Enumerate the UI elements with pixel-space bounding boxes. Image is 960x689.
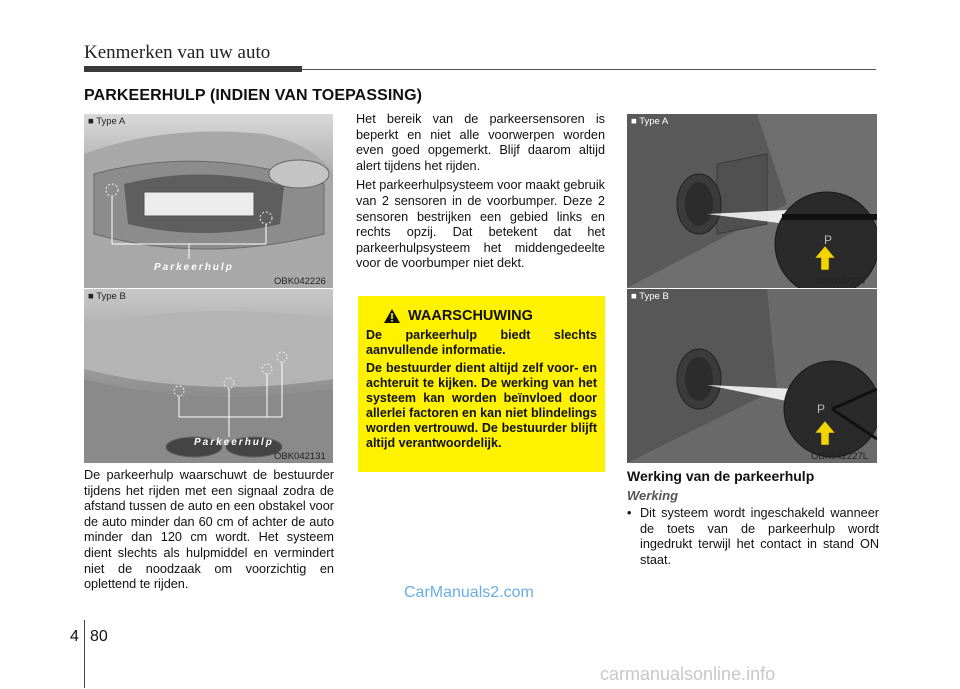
chapter-number: 4 xyxy=(70,628,79,645)
figure-code: OBK042227 xyxy=(815,276,867,287)
site-footer-link[interactable]: carmanualsonline.info xyxy=(600,664,776,684)
switch-type-b-figure xyxy=(627,289,877,463)
figure-code: OBK042131 xyxy=(274,451,326,462)
middle-column-text xyxy=(356,112,605,276)
switch-type-a-figure xyxy=(627,114,877,288)
range-paragraph: Het bereik van de parkeersensoren is beperkt en niet alle voorwerpen worden even goed opgemerkt. Blijf daarom altijd alert tijdens het rijden. xyxy=(356,112,605,173)
operation-bullet xyxy=(627,506,879,568)
watermark-link[interactable]: CarManuals2.com xyxy=(404,584,534,601)
warning-text-1: De parkeerhulp biedt slechts aanvullende informatie. xyxy=(366,328,597,357)
rear-figure-caption: Parkeerhulp xyxy=(194,437,274,448)
operation-bullet-text: Dit systeem wordt ingeschakeld wanneer de toets van de parkeerhulp wordt ingedrukt terwijl het contact in stand ON staat. xyxy=(640,506,879,567)
svg-text:P: P xyxy=(817,402,826,416)
type-b-label: ■ Type B xyxy=(88,291,126,302)
sensor-paragraph: Het parkeerhulpsysteem voor maakt gebruik van 2 sensoren in de voorbumper. Deze 2 sensoren bestrijken een gebied links en rechts opzij. Dat betekent dat het parkeerhulpsysteem het middengedeelte voor de voorbumper niet dekt. xyxy=(356,178,605,271)
chapter-title: Kenmerken van uw auto xyxy=(84,42,271,63)
warning-box xyxy=(358,296,605,472)
type-a-label: ■ Type A xyxy=(631,116,669,127)
page-number-divider xyxy=(84,620,85,688)
intro-paragraph: De parkeerhulp waarschuwt de bestuurder tijdens het rijden met een signaal zodra de afstand tussen de auto en een obstakel voor de auto minder dan 60 cm of achter de auto minder dan 120 cm wordt. Het systeem dient slechts als hulpmiddel en vermindert niet de noodzaak om voorzichtig en oplettend te rijden. xyxy=(84,468,334,592)
header-rule xyxy=(302,69,876,70)
parking-assist-switch-a-illustration xyxy=(627,114,877,288)
left-column-text xyxy=(84,468,334,597)
front-sensor-figure xyxy=(84,114,333,288)
svg-text:P: P xyxy=(824,233,833,247)
page-number: 80 xyxy=(90,628,108,645)
figure-code: OBK042227L xyxy=(811,451,869,462)
warning-title xyxy=(366,308,597,324)
warning-title-text: WAARSCHUWING xyxy=(408,308,533,324)
operation-subheading: Werking xyxy=(627,488,679,503)
operation-heading: Werking van de parkeerhulp xyxy=(627,468,815,484)
bullet-icon: • xyxy=(627,506,632,520)
rear-sensor-figure xyxy=(84,289,333,463)
warning-text-2: De bestuurder dient altijd zelf voor- en achteruit te kijken. De werking van het systeem kan worden beïnvloed door allerlei factoren en kan niet blindelings worden vertrouwd. De bestuurder blijft altijd verantwoordelijk. xyxy=(366,361,597,450)
type-a-label: ■ Type A xyxy=(88,116,126,127)
chapter-bar xyxy=(84,66,302,72)
section-title: PARKEERHULP (INDIEN VAN TOEPASSING) xyxy=(84,87,423,104)
type-b-label: ■ Type B xyxy=(631,291,669,302)
front-figure-caption: Parkeerhulp xyxy=(154,262,234,273)
figure-code: OBK042226 xyxy=(274,276,326,287)
warning-triangle-icon xyxy=(384,309,400,323)
parking-assist-switch-b-illustration xyxy=(627,289,877,463)
